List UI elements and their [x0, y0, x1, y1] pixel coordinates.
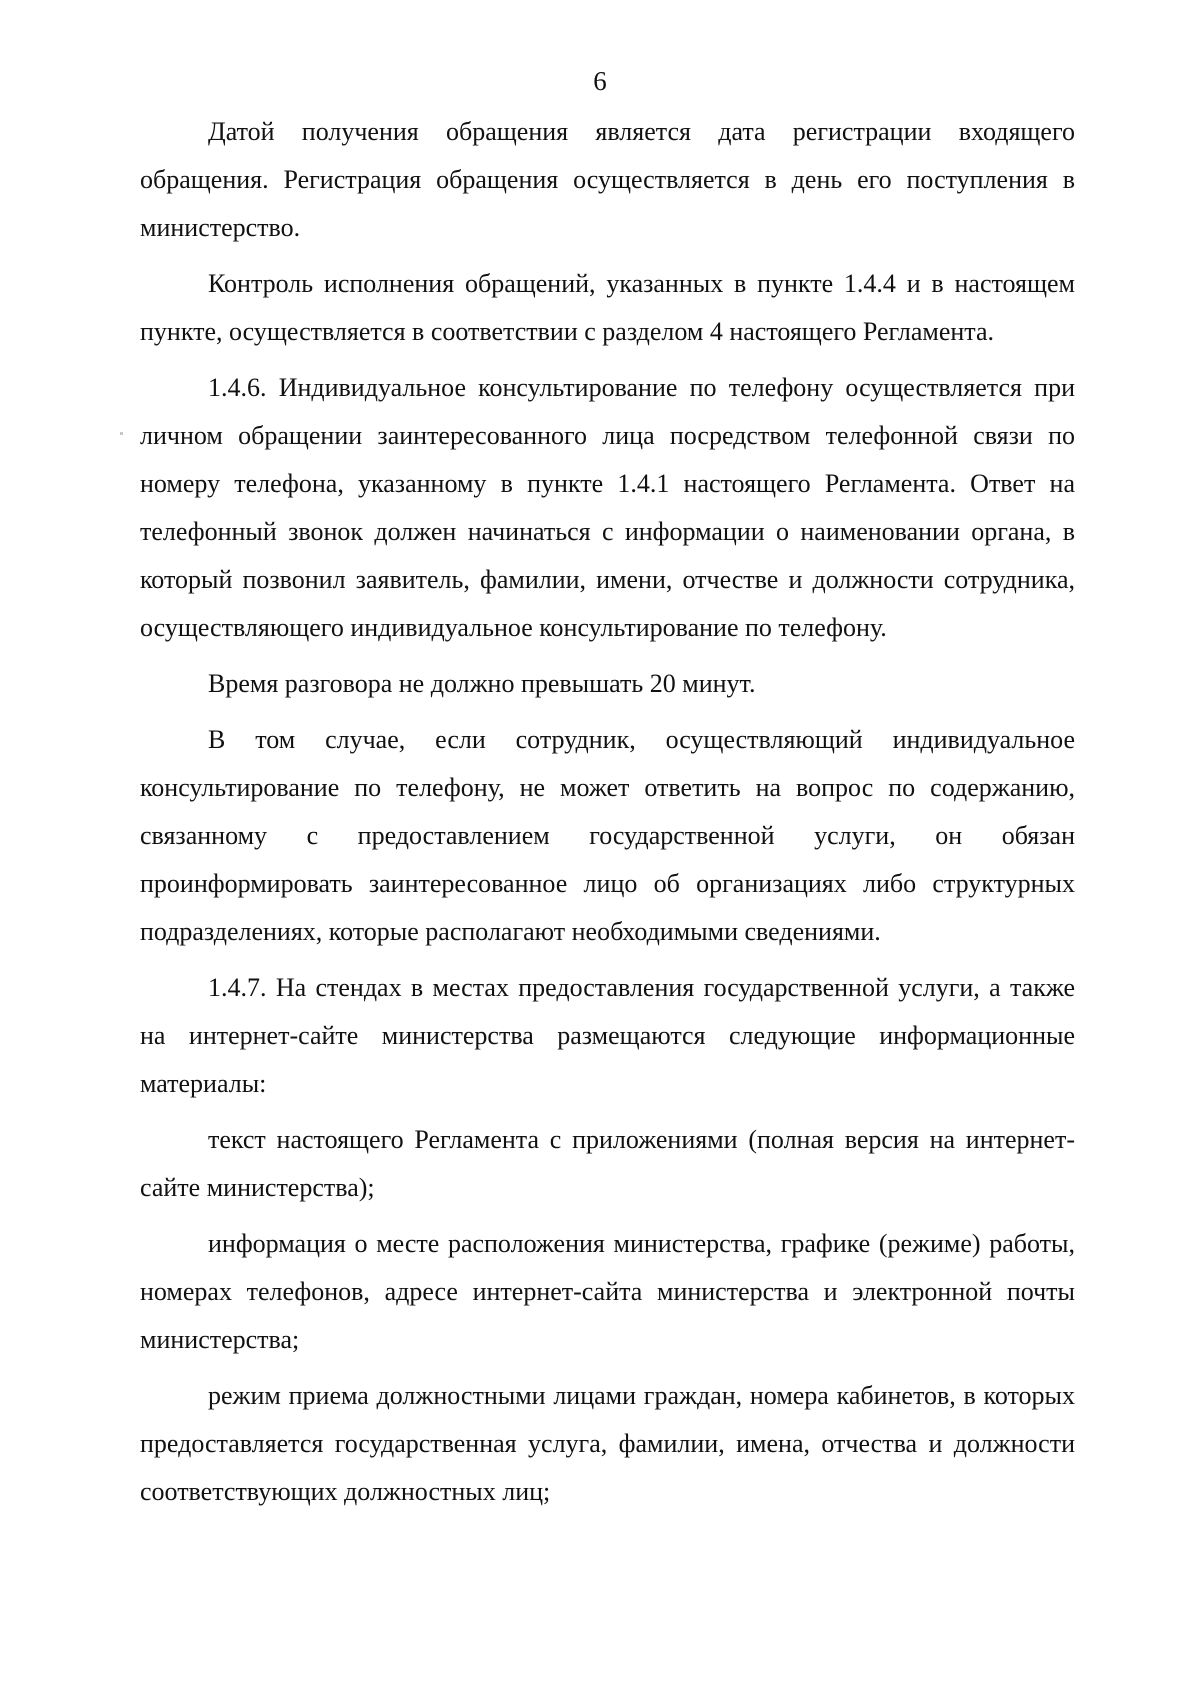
paragraph-1-4-6-phone-consulting: 1.4.6. Индивидуальное консультирование по телефону осуществляется при личном обращении заинтересованного лица посредством телефонной связи по номеру телефона, указанному в пункте 1.4.1 настоящего Регламента. Ответ на телефонный звонок должен начинаться с информации о наименовании органа, в который позвонил заявитель, фамилии, имени, отчестве и должности сотрудника, осуществляющего индивидуальное консультирование по телефону.	[140, 373, 1075, 642]
document-body	[140, 108, 1075, 1516]
paragraph-call-duration: Время разговора не должно превышать 20 минут.	[208, 669, 756, 698]
scan-speck	[120, 432, 123, 435]
paragraph-unable-to-answer: В том случае, если сотрудник, осуществляющий индивидуальное консультирование по телефону, не может ответить на вопрос по содержанию, связанному с предоставлением государственной услуги, он обязан проинформировать заинтересованное лицо об организациях либо структурных подразделениях, которые располагают необходимыми сведениями.	[140, 725, 1075, 946]
paragraph-execution-control: Контроль исполнения обращений, указанных в пункте 1.4.4 и в настоящем пункте, осуществляется в соответствии с разделом 4 настоящего Регламента.	[140, 269, 1075, 346]
paragraph-receipt-date: Датой получения обращения является дата регистрации входящего обращения. Регистрация обращения осуществляется в день его поступления в министерство.	[140, 117, 1075, 242]
page-number: 6	[593, 66, 607, 96]
list-item-reception-schedule: режим приема должностными лицами граждан, номера кабинетов, в которых предоставляется государственная услуга, фамилии, имена, отчества и должности соответствующих должностных лиц;	[140, 1381, 1075, 1506]
list-item-location-schedule: информация о месте расположения министерства, графике (режиме) работы, номерах телефонов, адресе интернет-сайта министерства и электронной почты министерства;	[140, 1229, 1075, 1354]
paragraph-1-4-7-information-stands: 1.4.7. На стендах в местах предоставления государственной услуги, а также на интернет-сайте министерства размещаются следующие информационные материалы:	[140, 973, 1075, 1098]
list-item-regulation-text: текст настоящего Регламента с приложениями (полная версия на интернет-сайте министерства);	[140, 1125, 1075, 1202]
